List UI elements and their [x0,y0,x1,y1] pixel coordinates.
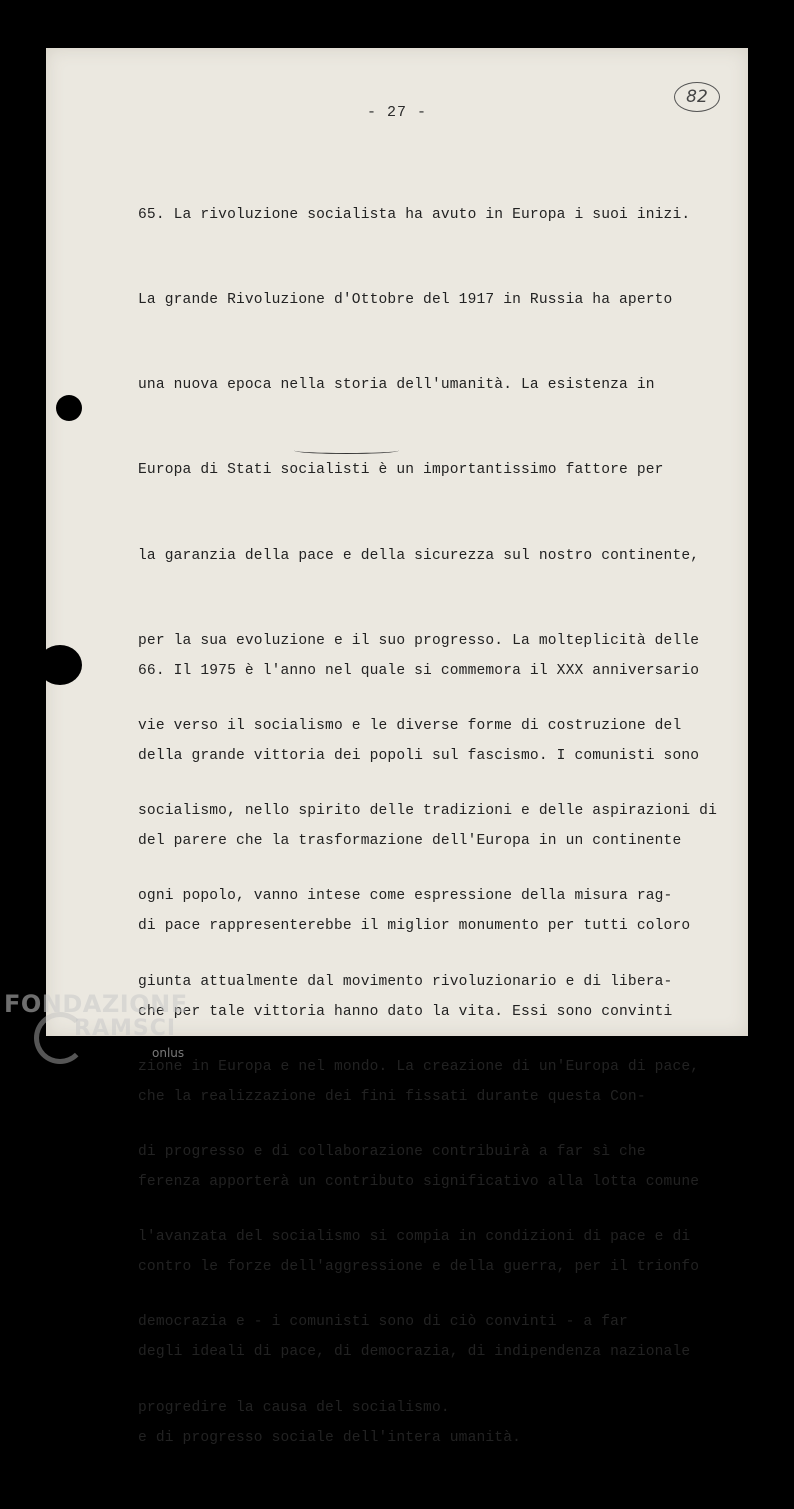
text-line: della grande vittoria dei popoli sul fascismo. I comunisti sono [138,748,700,765]
text-line: democrazia e - i comunisti sono di ciò convinti - a far [138,1314,628,1331]
paragraph-66 [138,600,718,1509]
text-line: l'avanzata del socialismo si compia in condizioni di pace e di [138,1229,691,1246]
text-line: una nuova epoca nella storia dell'umanità. La esistenza in [138,377,655,394]
text-line: che per tale vittoria hanno dato la vita. Essi sono convinti [138,1003,673,1020]
archive-number-annotation: 82 [674,82,720,112]
text-line: 66. Il 1975 è l'anno nel quale si commemora il XXX anniversario [138,662,700,679]
text-line: la garanzia della pace e della sicurezza sul nostro continente, [138,547,700,564]
text-line: e di progresso sociale dell'intera umanità. [138,1429,522,1446]
text-line: di pace rappresenterebbe il miglior monumento per tutti coloro [138,918,691,935]
text-line: vie verso il socialismo e le diverse forme di costruzione del [138,718,682,735]
text-line: del parere che la trasformazione dell'Europa in un continente [138,833,682,850]
punch-hole-bottom [38,645,82,685]
text-line: La grande Rivoluzione d'Ottobre del 1917 in Russia ha aperto [138,292,673,309]
watermark-line1: FONDAZIONE [4,990,188,1018]
text-line: 65. La rivoluzione socialista ha avuto in Europa i suoi inizi. [138,206,691,223]
punch-hole-top [56,395,82,421]
text-line: di progresso e di collaborazione contribuirà a far sì che [138,1144,646,1161]
text-line: Europa di Stati socialisti è un importantissimo fattore per [138,462,664,479]
text-line: ferenza apporterà un contributo significativo alla lotta comune [138,1174,700,1191]
watermark-logo [4,990,204,1070]
text-line: ogni popolo, vanno intese come espressione della misura rag- [138,888,673,905]
text-line: progredire la causa del socialismo. [138,1399,450,1416]
text-line: giunta attualmente dal movimento rivoluzionario e di libera- [138,973,673,990]
page-number: - 27 - [366,104,427,121]
handwritten-underline [294,447,399,454]
text-line: socialismo, nello spirito delle tradizioni e delle aspirazioni di [138,803,717,820]
text-line: contro le forze dell'aggressione e della guerra, per il trionfo [138,1259,700,1276]
text-line: che la realizzazione dei fini fissati durante questa Con- [138,1088,646,1105]
watermark-onlus: onlus [152,1046,185,1060]
watermark-line2: RAMSCI [74,1016,177,1041]
text-line: per la sua evoluzione e il suo progresso. La molteplicità delle [138,632,700,649]
text-line: zione in Europa e nel mondo. La creazione di un'Europa di pace, [138,1058,700,1075]
text-line: degli ideali di pace, di democrazia, di indipendenza nazionale [138,1344,691,1361]
